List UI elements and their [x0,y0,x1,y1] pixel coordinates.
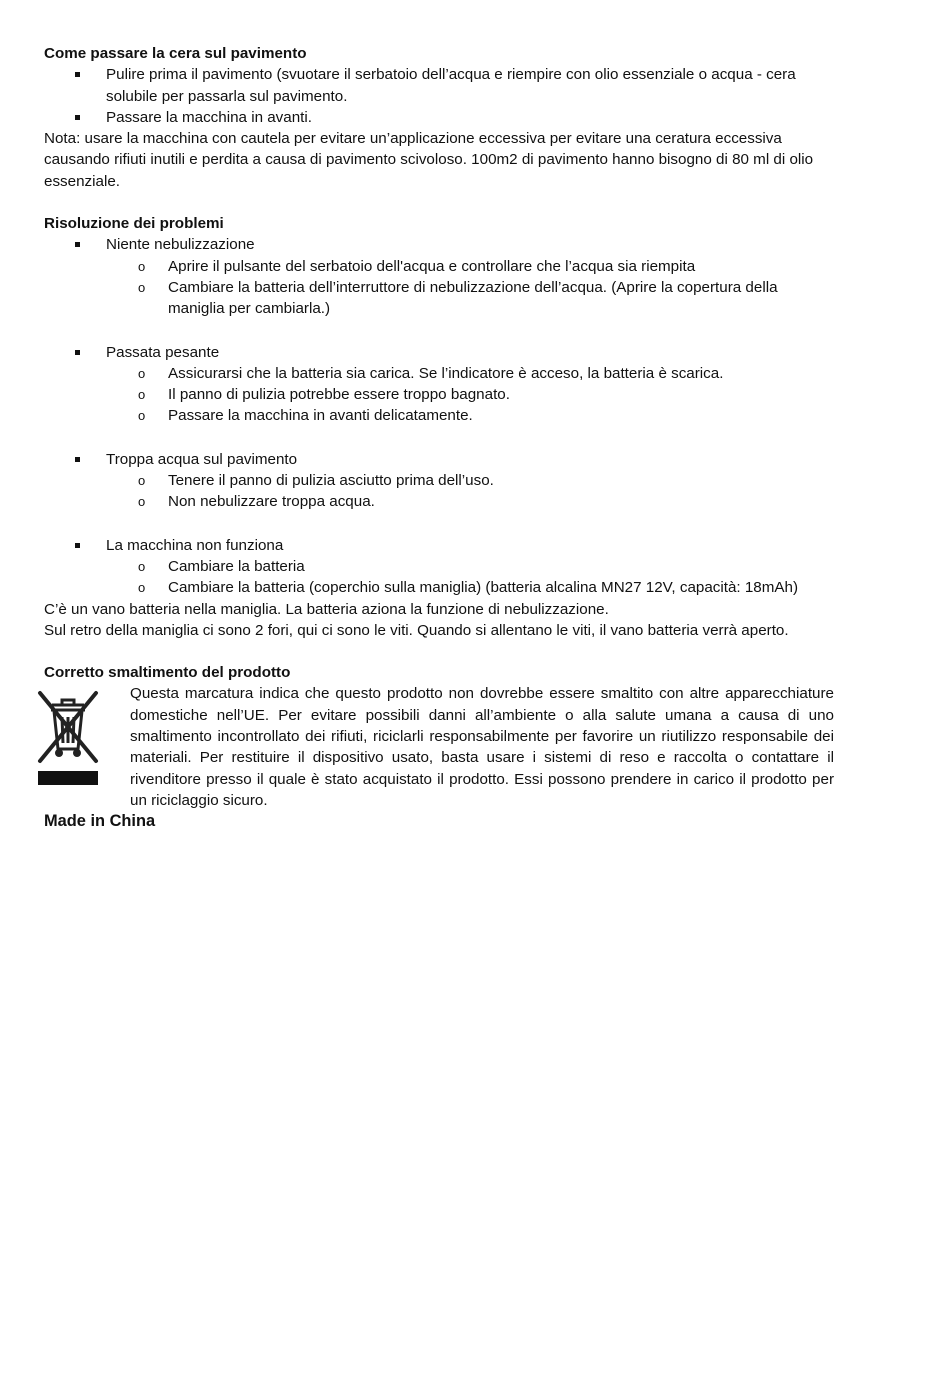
square-bullet-icon [75,543,80,548]
solution-item [138,363,834,384]
solution-list [106,556,834,599]
solution-text: Non nebulizzare troppa acqua. [168,493,375,511]
battery-compartment-note: C’è un vano batteria nella maniglia. La batteria aziona la funzione di nebulizzazione. [44,600,609,618]
problem-list [44,449,834,513]
problem-label: La macchina non funziona [106,536,284,554]
circle-bullet-icon: o [138,365,146,381]
solution-item [138,384,834,405]
problem-item [106,234,834,319]
solution-text: Cambiare la batteria dell’interruttore di nebulizzazione dell’acqua. (Aprire la copertura della maniglia per cambiarla.) [168,278,778,318]
troubleshooting-title: Risoluzione dei problemi [44,215,224,233]
circle-bullet-icon: o [138,558,146,574]
solution-list [106,256,834,320]
solution-text: Passare la macchina in avanti delicatamente. [168,407,473,425]
problem-list [44,342,834,427]
disposal-text: Questa marcatura indica che questo prodotto non dovrebbe essere smaltito con altre apparecchiature domestiche nell’UE. Per evitare possibili danni all’ambiente o alla salute umana a causa di uno smaltimento incontrollato dei rifiuti, riciclarli responsabilmente per favorire un riutilizzo responsabile dei materiali. Per restituire il dispositivo usato, basta usare i sistemi di reso e raccolta o contattare il rivenditore presso il quale è stato acquistato il prodotto. Essi possono prendere in carico il prodotto per un riciclaggio sicuro. [130,685,834,809]
square-bullet-icon [75,350,80,355]
square-bullet-icon [75,115,80,120]
circle-bullet-icon: o [138,494,146,510]
problem-label: Niente nebulizzazione [106,236,255,254]
solution-item [138,491,834,512]
problem-item [106,449,834,513]
disposal-block [44,683,834,811]
square-bullet-icon [75,72,80,77]
solution-item [138,577,834,598]
solution-text: Cambiare la batteria (coperchio sulla maniglia) (batteria alcalina MN27 12V, capacità: 18mAh) [168,579,799,597]
solution-text: Cambiare la batteria [168,557,305,575]
problem-item [106,535,834,599]
problem-label: Troppa acqua sul pavimento [106,450,298,468]
list-item [106,64,834,107]
circle-bullet-icon: o [138,279,146,295]
problem-list [44,234,834,319]
solution-text: Tenere il panno di pulizia asciutto prima dell’uso. [168,472,494,490]
solution-list [106,363,834,427]
weee-crossed-bin-icon [32,683,104,791]
circle-bullet-icon: o [138,408,146,424]
solution-text: Aprire il pulsante del serbatoio dell'acqua e controllare che l’acqua sia riempita [168,257,696,275]
solution-item [138,277,834,320]
square-bullet-icon [75,242,80,247]
solution-item [138,405,834,426]
list-item [106,107,834,128]
problem-item [106,342,834,427]
circle-bullet-icon: o [138,258,146,274]
solution-list [106,470,834,513]
solution-text: Il panno di pulizia potrebbe essere troppo bagnato. [168,386,510,404]
wax-section-title: Come passare la cera sul pavimento [44,45,307,62]
solution-item [138,470,834,491]
solution-item [138,556,834,577]
wax-step-text: Passare la macchina in avanti. [106,108,312,126]
square-bullet-icon [75,457,80,462]
document-page [44,43,834,833]
made-in-label: Made in China [44,812,156,831]
solution-item [138,256,834,277]
problem-list [44,535,834,599]
solution-text: Assicurarsi che la batteria sia carica. Se l’indicatore è acceso, la batteria è scarica. [168,364,724,382]
problem-label: Passata pesante [106,343,220,361]
circle-bullet-icon: o [138,387,146,403]
circle-bullet-icon: o [138,580,146,596]
screws-note: Sul retro della maniglia ci sono 2 fori, qui ci sono le viti. Quando si allentano le viti, il vano batteria verrà aperto. [44,621,789,639]
circle-bullet-icon: o [138,473,146,489]
wax-note: Nota: usare la macchina con cautela per evitare un’applicazione eccessiva per evitare una ceratura eccessiva causando rifiuti inutili e perdita a causa di pavimento scivoloso. 100m2 di pavimento hanno bisogno di 80 ml di olio essenziale. [44,130,814,190]
wax-step-text: Pulire prima il pavimento (svuotare il serbatoio dell’acqua e riempire con olio essenziale o acqua - cera solubile per passarla sul pavimento. [106,66,796,105]
disposal-title: Corretto smaltimento del prodotto [44,664,291,682]
wax-steps-list [44,64,834,128]
